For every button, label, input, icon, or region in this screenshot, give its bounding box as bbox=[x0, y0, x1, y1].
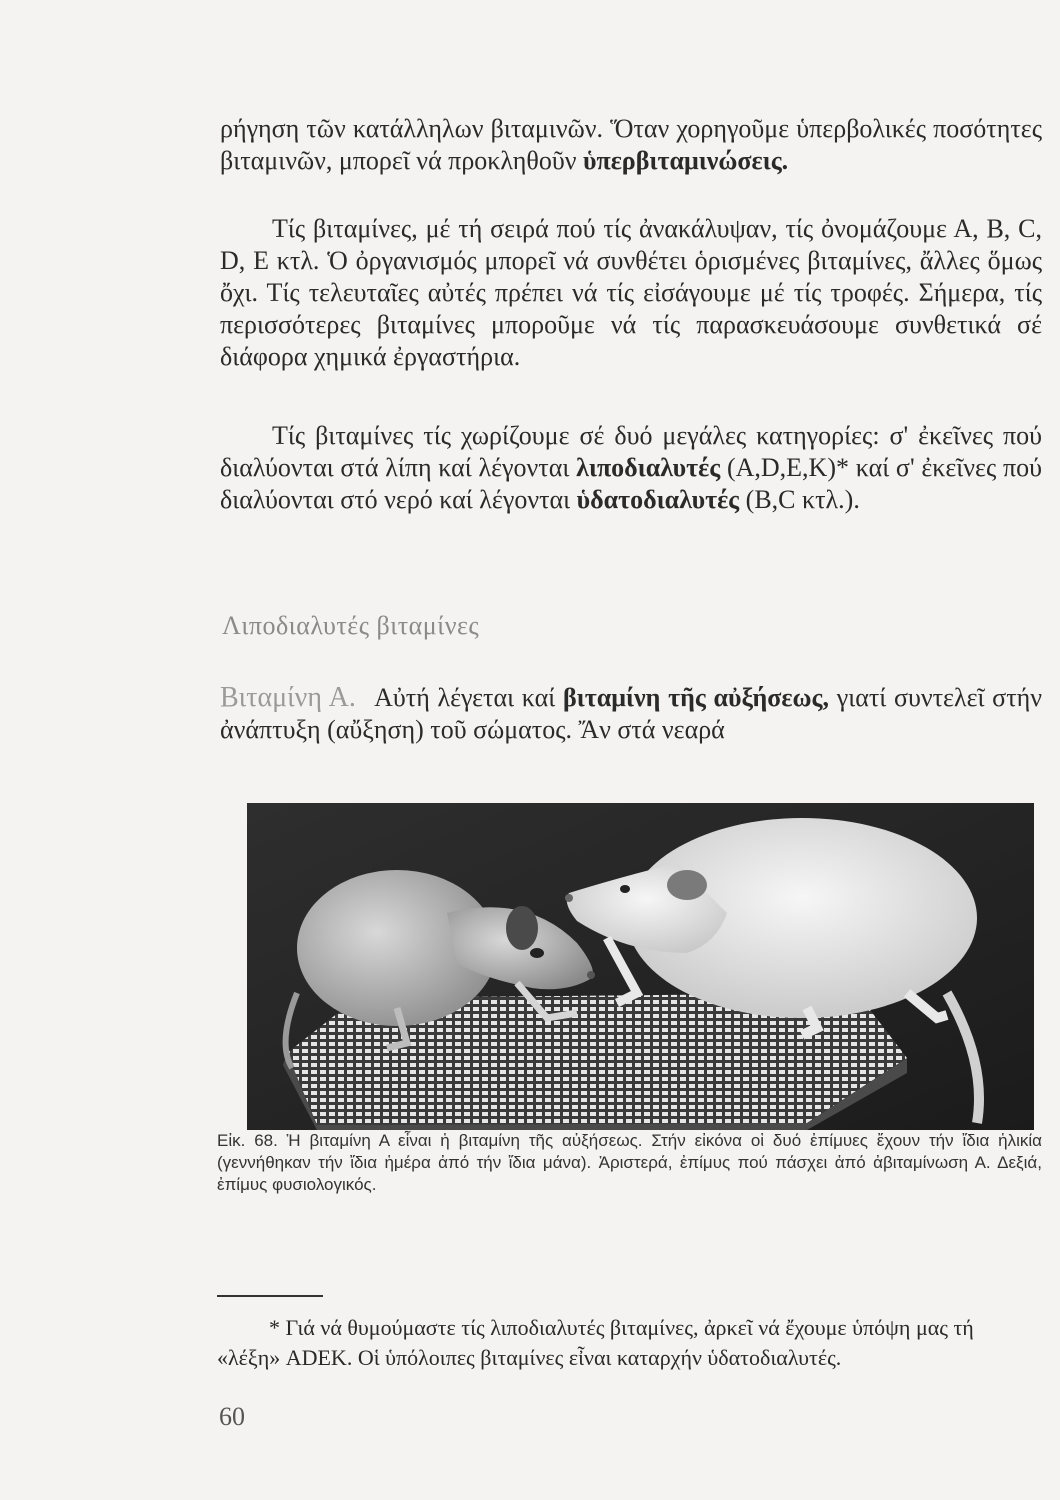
paragraph-vitamin-naming: Τίς βιταμίνες, μέ τή σειρά πού τίς ἀνακάλυψαν, τίς ὀνομάζουμε Α, Β, C, D, E κτλ. Ὁ ὀργανισμός μπορεῖ νά συνθέτει ὁρισμένες βιταμίνες, ἄλλες ὅμως ὄχι. Τίς τελευταῖες αὐτές πρέπει νά τίς εἰσάγουμε μέ τίς τροφές. Σήμερα, τίς περισσότερες βιταμίνες μποροῦμε νά τίς παρασκευάσουμε συνθετικά σέ διάφορα χημικά ἐργαστήρια. bbox=[220, 214, 1042, 371]
paragraph-lead: Βιταμίνη Α. bbox=[220, 682, 356, 713]
bold-term-fat-soluble: λιποδιαλυτές bbox=[576, 453, 721, 482]
paragraph-text: (B,C κτλ.). bbox=[739, 485, 860, 514]
paragraph-vitamin-categories bbox=[220, 420, 1042, 516]
section-heading: Λιποδιαλυτές βιταμίνες bbox=[222, 611, 480, 640]
paragraph-text: γιατί συντελεῖ στήν ἀνάπτυξη (αὔξηση) τοῦ σώματος. Ἄν στά νεαρά bbox=[220, 683, 1042, 744]
footnote-rule bbox=[217, 1295, 323, 1297]
paragraph-overdose bbox=[220, 113, 1042, 177]
paragraph-text: Τίς βιταμίνες τίς χωρίζουμε σέ δυό μεγάλες κατηγορίες: σ' ἐκεῖνες πού διαλύονται στά λίπη καί λέγονται bbox=[220, 421, 1042, 482]
bold-term: βιταμίνη τῆς αὐξήσεως, bbox=[562, 683, 830, 712]
figure-caption: Εἰκ. 68. Ἡ βιταμίνη Α εἶναι ἡ βιταμίνη τῆς αὐξήσεως. Στήν εἰκόνα οἱ δυό ἐπίμυες ἔχουν τήν ἴδια ἡλικία (γεννήθηκαν τήν ἴδια ἡμέρα ἀπό τήν ἴδια μάνα). Ἀριστερά, ἐπίμυς πού πάσχει ἀπό ἀβιταμίνωση Α. Δεξιά, ἐπίμυς φυσιολογικός. bbox=[217, 1131, 1042, 1194]
bold-term: ὑπερβιταμινώσεις. bbox=[582, 146, 789, 175]
page-number: 60 bbox=[219, 1402, 245, 1431]
paragraph-text: (A,D,E,K)* καί σ' ἐκεῖνες πού διαλύονται στό νερό καί λέγονται bbox=[220, 453, 1043, 514]
rat-photo bbox=[247, 803, 1034, 1130]
paragraph-text: ρήγηση τῶν κατάλληλων βιταμινῶν. Ὅταν χορηγοῦμε ὑπερβολικές ποσότητες βιταμινῶν, μπορεῖ νά προκληθοῦν bbox=[220, 114, 1042, 175]
paragraph-text: Αὐτή λέγεται καί bbox=[367, 683, 563, 712]
bold-term-water-soluble: ὑδατοδιαλυτές bbox=[576, 485, 740, 514]
footnote: * Γιά νά θυμούμαστε τίς λιποδιαλυτές βιταμίνες, ἀρκεῖ νά ἔχουμε ὑπόψη μας τή «λέξη» ADEK. Οἱ ὑπόλοιπες βιταμίνες εἶναι καταρχήν ὑδατοδιαλυτές. bbox=[217, 1315, 974, 1370]
paragraph-vitamin-a bbox=[220, 682, 1042, 746]
